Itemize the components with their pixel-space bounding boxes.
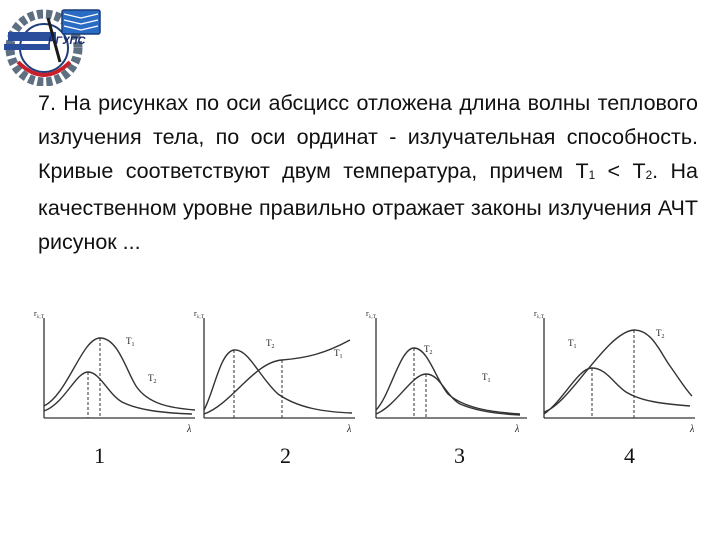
curve-label-a: T xyxy=(126,336,132,346)
option-number-4[interactable]: 4 xyxy=(624,443,635,468)
curve-sub-b: 2 xyxy=(153,379,157,385)
curve-sub-a: 2 xyxy=(429,350,433,356)
y-axis-label: r xyxy=(366,309,369,318)
curve-label-a: T xyxy=(424,344,430,354)
graph-option-2[interactable] xyxy=(190,300,365,438)
curve-sub-b: 2 xyxy=(661,334,665,340)
question-part2: . На качественном уровне правильно отражает законы излучения АЧТ рисунок ... xyxy=(38,159,698,254)
svg-text:rλ,T xyxy=(534,309,545,320)
graph-option-4[interactable] xyxy=(530,300,705,438)
svg-text:T2 xyxy=(148,373,157,385)
radiation-graph-3 xyxy=(362,300,537,438)
curve-label-a: T xyxy=(568,338,574,348)
x-axis-label: λ xyxy=(515,424,520,435)
curve-sub-a: 1 xyxy=(573,344,577,350)
option-number-1[interactable]: 1 xyxy=(94,443,105,468)
y-axis-sub: λ,T xyxy=(536,314,545,320)
svg-text:rλ,T xyxy=(194,309,205,320)
svg-text:T1 xyxy=(334,348,343,360)
curve-label-a: T xyxy=(266,338,272,348)
option-number-3[interactable]: 3 xyxy=(454,443,465,468)
curve-label-b: T xyxy=(148,373,154,383)
question-sub2: 2 xyxy=(645,167,653,182)
logo-emblem-icon xyxy=(4,4,108,86)
svg-text:T1 xyxy=(568,338,577,350)
graph-option-1[interactable] xyxy=(30,300,205,438)
option-number-2[interactable]: 2 xyxy=(280,443,291,468)
question-part1: 7. На рисунках по оси абсцисс отложена длина волны теплового излучения тела, по оси ординат - излучательная способность. Кривые соответствуют двум температура, причем Т xyxy=(38,91,698,183)
x-axis-label: λ xyxy=(187,424,192,435)
svg-text:T2 xyxy=(266,338,275,350)
curve-sub-a: 2 xyxy=(271,344,275,350)
svg-text:rλ,T xyxy=(34,309,45,320)
curve-sub-a: 1 xyxy=(131,342,135,348)
y-axis-label: r xyxy=(534,309,537,318)
question-sub1: 1 xyxy=(588,167,596,182)
y-axis-sub: λ,T xyxy=(36,314,45,320)
x-axis-label: λ xyxy=(690,424,695,435)
curve-label-b: T xyxy=(656,328,662,338)
svg-text:T2 xyxy=(656,328,665,340)
svg-text:T1 xyxy=(126,336,135,348)
curve-sub-b: 1 xyxy=(339,354,343,360)
question-mid: < Т xyxy=(595,159,646,183)
radiation-graph-1 xyxy=(30,300,205,438)
y-axis-label: r xyxy=(194,309,197,318)
logo-text: РГУПС xyxy=(48,35,86,47)
curve-label-b: T xyxy=(482,372,488,382)
x-axis-label: λ xyxy=(347,424,352,435)
graph-option-3[interactable] xyxy=(362,300,537,438)
y-axis-sub: λ,T xyxy=(368,314,377,320)
svg-text:rλ,T xyxy=(366,309,377,320)
y-axis-sub: λ,T xyxy=(196,314,205,320)
university-logo xyxy=(4,4,108,86)
radiation-graph-4 xyxy=(530,300,705,438)
curve-sub-b: 1 xyxy=(487,378,491,384)
y-axis-label: r xyxy=(34,309,37,318)
question-text xyxy=(38,86,698,259)
curve-label-b: T xyxy=(334,348,340,358)
radiation-graph-2 xyxy=(190,300,365,438)
svg-text:T1 xyxy=(482,372,491,384)
